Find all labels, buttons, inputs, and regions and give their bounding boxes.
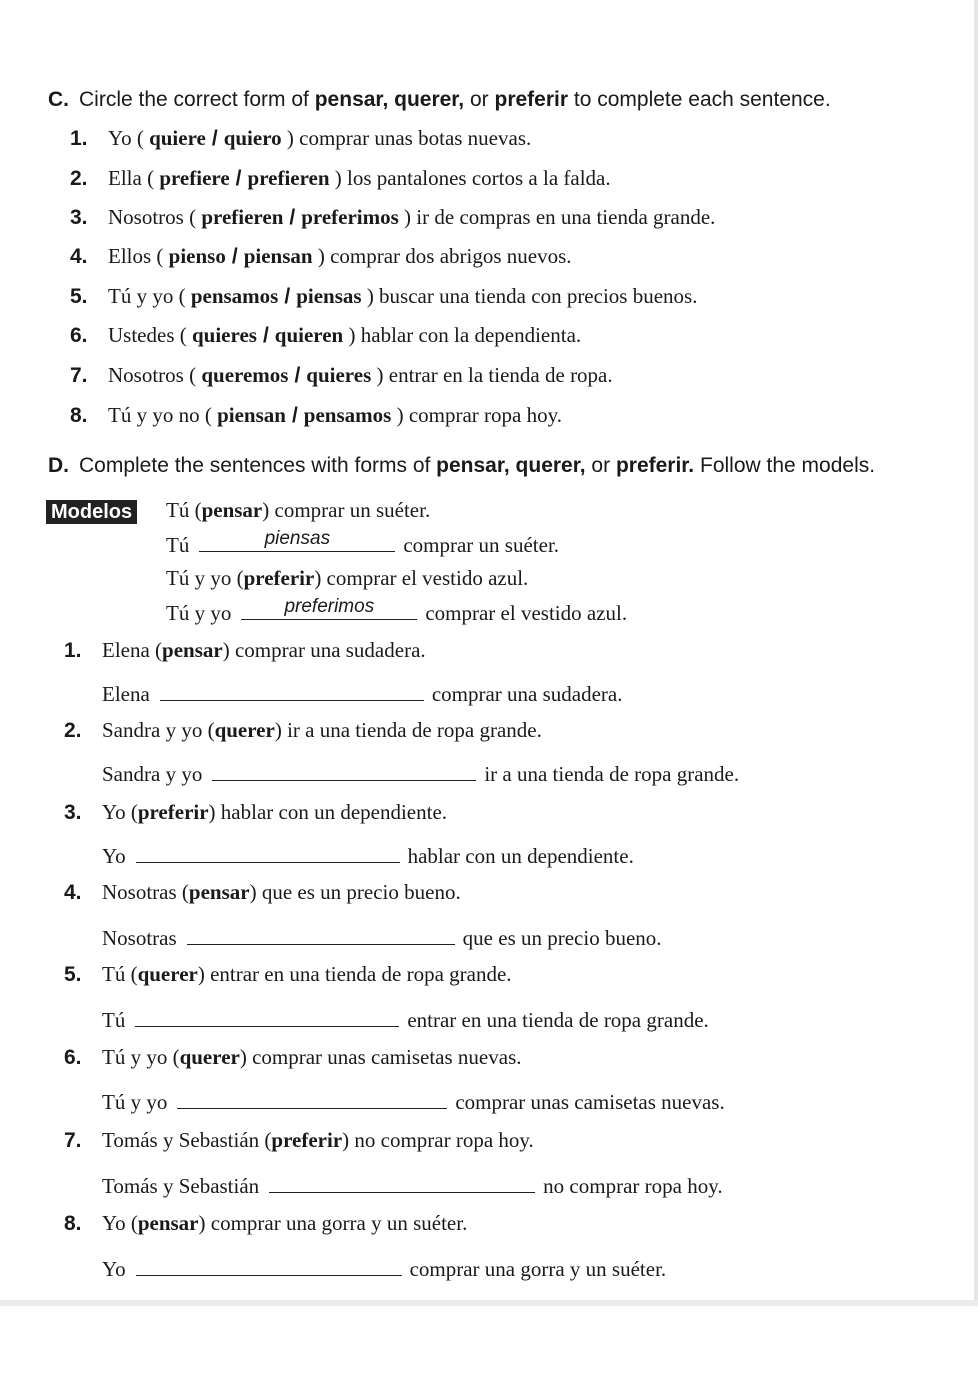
item-number: 8. [70, 404, 88, 427]
prompt-verb: pensar [162, 638, 223, 662]
answer-rest: comprar un suéter. [403, 533, 560, 557]
prompt-verb: pensar [137, 1211, 199, 1235]
exercise-answer-line [102, 678, 622, 707]
prompt-rest: ) no comprar ropa hoy. [342, 1128, 534, 1152]
item-number: 3. [64, 801, 82, 824]
answer-subject: Tú y yo [166, 601, 232, 625]
sentence-end: ) ir de compras en una tienda grande. [398, 205, 716, 229]
modelos-badge: Modelos [46, 500, 137, 524]
option-two[interactable]: quiero [223, 126, 282, 150]
prompt-subject: Sandra y yo ( [102, 718, 215, 742]
exercise-prompt [64, 638, 426, 663]
prompt-subject: Tú ( [102, 962, 138, 986]
option-one[interactable]: pensamos [190, 284, 279, 308]
item-number: 4. [64, 881, 82, 904]
exercise-prompt [64, 1045, 522, 1070]
option-two[interactable]: piensan [243, 244, 313, 268]
page-edge-shadow [974, 0, 978, 1300]
answer-subject: Tomás y Sebastián [102, 1174, 260, 1198]
section-d-instr-pre: Complete the sentences with forms of [79, 454, 437, 477]
item-number: 7. [64, 1129, 82, 1152]
option-two[interactable]: pensamos [303, 403, 392, 427]
section-c-instr-verbs: pensar, querer, [314, 88, 465, 111]
option-one[interactable]: quieres [191, 323, 257, 347]
section-c-instr-verb3: preferir [494, 88, 569, 111]
prompt-verb: pensar [188, 880, 250, 904]
answer-rest: no comprar ropa hoy. [543, 1174, 723, 1198]
prompt-rest: ) que es un precio bueno. [249, 880, 461, 904]
exercise-answer-line [102, 758, 739, 787]
option-one[interactable]: prefiere [159, 166, 230, 190]
answer-subject: Tú y yo [102, 1090, 168, 1114]
prompt-subject: Yo ( [102, 800, 138, 824]
sentence-start: Ella ( [108, 166, 160, 190]
answer-blank[interactable] [187, 922, 455, 945]
item-number: 4. [70, 245, 88, 268]
answer-blank[interactable] [269, 1170, 535, 1193]
prompt-subject: Tomás y Sebastián ( [102, 1128, 272, 1152]
section-d-instr-verb3: preferir. [615, 454, 695, 477]
answer-rest: comprar unas camisetas nuevas. [455, 1090, 725, 1114]
answer-rest: ir a una tienda de ropa grande. [484, 762, 740, 786]
prompt-verb: querer [179, 1045, 240, 1069]
model-prompt [166, 566, 528, 591]
option-two[interactable]: quieres [306, 363, 372, 387]
section-c-instr-mid: or [464, 88, 495, 111]
option-separator: / [235, 167, 242, 190]
prompt-rest: ) comprar una sudadera. [222, 638, 426, 662]
option-two[interactable]: prefieren [247, 166, 330, 190]
exercise-answer-line [102, 1086, 725, 1115]
answer-subject: Tú [102, 1008, 126, 1032]
circle-item [70, 284, 697, 309]
option-two[interactable]: piensas [296, 284, 362, 308]
answer-rest: entrar en una tienda de ropa grande. [407, 1008, 709, 1032]
option-separator: / [262, 324, 269, 347]
model-answer: piensas [264, 528, 331, 549]
answer-blank [241, 597, 417, 620]
model-answer-line [166, 529, 559, 558]
option-separator: / [284, 285, 291, 308]
sentence-end: ) comprar ropa hoy. [391, 403, 562, 427]
item-number: 5. [70, 285, 88, 308]
model-answer: preferimos [284, 596, 375, 617]
prompt-rest: ) entrar en una tienda de ropa grande. [197, 962, 512, 986]
section-d-instr-verbs: pensar, querer, [436, 454, 586, 477]
exercise-prompt [64, 1211, 467, 1236]
sentence-start: Tú y yo ( [108, 284, 191, 308]
item-number: 8. [64, 1212, 82, 1235]
prompt-verb: querer [214, 718, 275, 742]
section-c-instr-pre: Circle the correct form of [79, 88, 315, 111]
exercise-prompt [64, 1128, 534, 1153]
section-d-instructions [48, 454, 875, 478]
prompt-verb: preferir [271, 1128, 343, 1152]
option-separator: / [294, 364, 301, 387]
answer-subject: Nosotras [102, 926, 177, 950]
answer-subject: Elena [102, 682, 150, 706]
option-one[interactable]: quiere [149, 126, 206, 150]
prompt-subject: Tú ( [166, 498, 202, 522]
sentence-start: Tú y yo no ( [108, 403, 218, 427]
prompt-subject: Nosotras ( [102, 880, 189, 904]
circle-item [70, 126, 531, 151]
item-number: 6. [70, 324, 88, 347]
item-number: 5. [64, 963, 82, 986]
prompt-verb: preferir [137, 800, 209, 824]
prompt-verb: pensar [201, 498, 263, 522]
prompt-rest: ) comprar unas camisetas nuevas. [239, 1045, 522, 1069]
prompt-rest: ) comprar un suéter. [262, 498, 431, 522]
page-bottom-shadow [0, 1300, 978, 1306]
prompt-verb: querer [137, 962, 198, 986]
circle-item [70, 403, 562, 428]
answer-blank[interactable] [212, 758, 476, 781]
option-separator: / [211, 127, 218, 150]
item-number: 2. [70, 167, 88, 190]
sentence-end: ) entrar en la tienda de ropa. [371, 363, 613, 387]
circle-item [70, 363, 613, 388]
answer-subject: Sandra y yo [102, 762, 203, 786]
section-c-instructions [48, 88, 831, 112]
answer-rest: comprar una sudadera. [431, 682, 623, 706]
answer-subject: Yo [102, 844, 126, 868]
sentence-end: ) los pantalones cortos a la falda. [329, 166, 611, 190]
item-number: 1. [64, 639, 82, 662]
prompt-rest: ) hablar con un dependiente. [208, 800, 448, 824]
exercise-answer-line [102, 1004, 709, 1033]
answer-rest: comprar el vestido azul. [425, 601, 628, 625]
section-d-instr-post: Follow the models. [694, 454, 876, 477]
sentence-end: ) buscar una tienda con precios buenos. [361, 284, 698, 308]
option-one[interactable]: queremos [201, 363, 289, 387]
exercise-prompt [64, 800, 447, 825]
answer-rest: comprar una gorra y un suéter. [409, 1257, 667, 1281]
answer-blank[interactable] [136, 840, 400, 863]
prompt-subject: Yo ( [102, 1211, 138, 1235]
sentence-start: Ustedes ( [108, 323, 192, 347]
answer-rest: que es un precio bueno. [462, 926, 662, 950]
answer-subject: Tú [166, 533, 190, 557]
circle-item [70, 323, 581, 348]
option-two[interactable]: quieren [274, 323, 344, 347]
prompt-subject: Elena ( [102, 638, 163, 662]
sentence-end: ) comprar dos abrigos nuevos. [312, 244, 572, 268]
exercise-answer-line [102, 1170, 723, 1199]
option-one[interactable]: prefieren [201, 205, 284, 229]
sentence-start: Yo ( [108, 126, 150, 150]
option-two[interactable]: preferimos [301, 205, 399, 229]
sentence-start: Ellos ( [108, 244, 169, 268]
exercise-answer-line [102, 922, 662, 951]
model-prompt [166, 498, 430, 523]
section-c-letter: C. [48, 88, 69, 111]
model-answer-line [166, 597, 627, 626]
circle-item [70, 244, 572, 269]
item-number: 1. [70, 127, 88, 150]
item-number: 6. [64, 1046, 82, 1069]
prompt-rest: ) comprar el vestido azul. [314, 566, 529, 590]
circle-item [70, 166, 611, 191]
answer-blank[interactable] [135, 1004, 399, 1027]
sentence-end: ) comprar unas botas nuevas. [281, 126, 532, 150]
circle-item [70, 205, 715, 230]
prompt-subject: Tú y yo ( [102, 1045, 180, 1069]
section-d-instr-mid: or [585, 454, 616, 477]
sentence-start: Nosotros ( [108, 205, 202, 229]
option-one[interactable]: pienso [168, 244, 226, 268]
prompt-subject: Tú y yo ( [166, 566, 244, 590]
exercise-prompt [64, 962, 512, 987]
sentence-end: ) hablar con la dependienta. [343, 323, 582, 347]
answer-blank[interactable] [160, 678, 424, 701]
prompt-rest: ) comprar una gorra y un suéter. [198, 1211, 468, 1235]
item-number: 3. [70, 206, 88, 229]
exercise-answer-line [102, 840, 634, 869]
answer-blank [199, 529, 395, 552]
answer-blank[interactable] [177, 1086, 447, 1109]
option-one[interactable]: piensan [217, 403, 286, 427]
section-d-letter: D. [48, 454, 69, 477]
prompt-verb: preferir [243, 566, 315, 590]
prompt-rest: ) ir a una tienda de ropa grande. [274, 718, 542, 742]
item-number: 2. [64, 719, 82, 742]
section-c-instr-post: to complete each sentence. [568, 88, 831, 111]
answer-rest: hablar con un dependiente. [407, 844, 634, 868]
exercise-prompt [64, 718, 542, 743]
item-number: 7. [70, 364, 88, 387]
exercise-prompt [64, 880, 461, 905]
answer-blank[interactable] [136, 1253, 402, 1276]
sentence-start: Nosotros ( [108, 363, 202, 387]
option-separator: / [289, 206, 296, 229]
option-separator: / [231, 245, 238, 268]
answer-subject: Yo [102, 1257, 126, 1281]
option-separator: / [291, 404, 298, 427]
exercise-answer-line [102, 1253, 666, 1282]
